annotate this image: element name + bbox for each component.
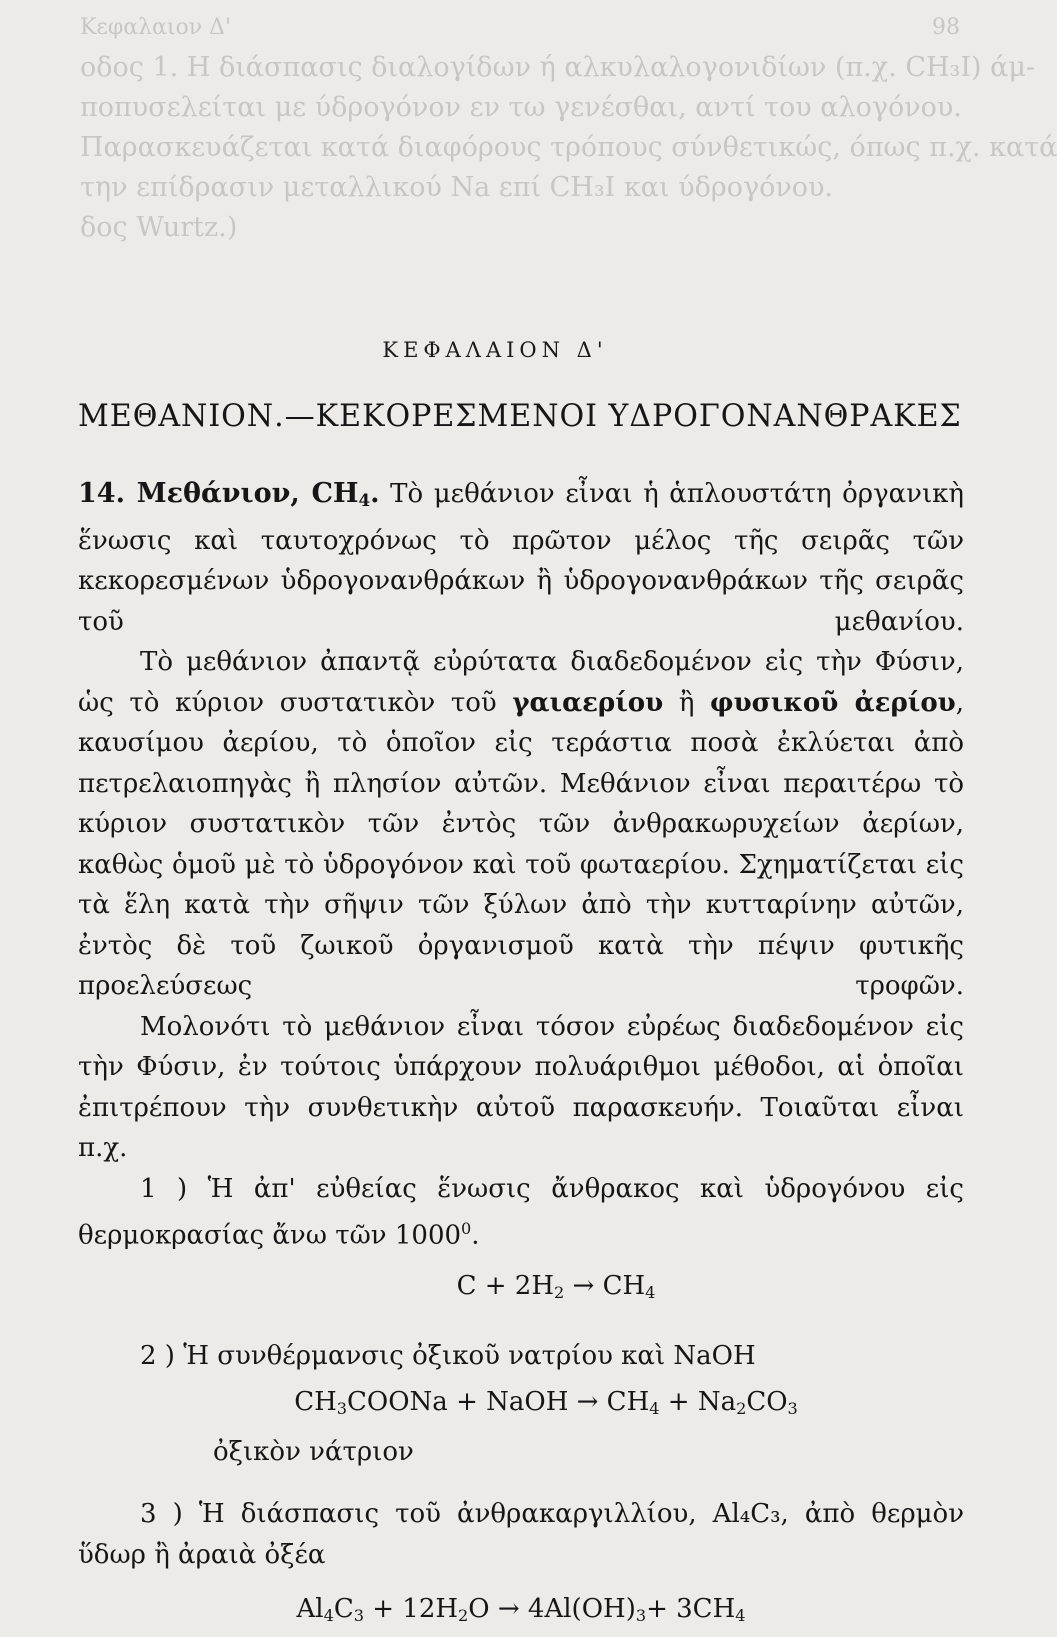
eq1-sub: 2	[554, 1283, 565, 1303]
eq2-sub: 2	[736, 1399, 747, 1419]
eq1-sub: 4	[645, 1283, 656, 1303]
bleed-line: οδος 1. Η διάσπασις διαλογίδων ή αλκυλαλογονιδίων (π.χ. CH₃I) άμ-	[80, 52, 1036, 83]
bleed-through-text	[80, 8, 1057, 243]
eq2-sub: 4	[649, 1399, 660, 1419]
term-natural-gas: φυσικοῦ ἀερίου	[710, 687, 956, 718]
heading-text: 14. Μεθάνιον, CH	[78, 478, 359, 509]
equation-3	[78, 1589, 964, 1637]
equation-1	[78, 1266, 964, 1314]
bleed-header-right: 98	[932, 15, 960, 40]
eq3-part: Al	[296, 1594, 324, 1625]
method-2: 2 ) Ἡ συνθέρμανσις ὀξικοῦ νατρίου καὶ NaOH	[140, 1340, 756, 1371]
eq2-sub: 3	[787, 1399, 798, 1419]
method-3: 3 ) Ἡ διάσπασις τοῦ ἀνθρακαργιλλίου, Al₄C₃, ἀπὸ θερμὸν ὕδωρ ἢ ἀραιὰ ὀξέα	[78, 1499, 964, 1570]
paragraph-occurrence	[78, 642, 964, 1007]
eq1-part: → CH	[564, 1271, 646, 1302]
eq3-sub: 2	[458, 1606, 469, 1626]
heading-tail: .	[370, 478, 380, 509]
bleed-line: δος Wurtz.)	[80, 212, 238, 243]
bleed-line: την επίδρασιν μεταλλικού Na επί CH₃I και ύδρογόνου.	[80, 172, 834, 203]
chapter-title: ΜΕΘΑΝΙΟΝ.—ΚΕΚΟΡΕΣΜΕΝΟΙ ΥΔΡΟΓΟΝΑΝΘΡΑΚΕΣ	[78, 398, 962, 434]
para2-end: , καυσίμου ἀερίου, τὸ ὁποῖον εἰς τεράστια ποσὰ ἐκλύεται ἀπὸ πετρελαιοπηγὰς ἢ πλησίον αὐτῶν. Μεθάνιον εἶναι περαιτέρω τὸ κύριον συστατικὸν τῶν ἐντὸς τῶν ἀνθρακωρυχείων ἀερίων, καθὼς ὁμοῦ μὲ τὸ ὑδρογόνον καὶ τοῦ φωταερίου. Σχηματίζεται εἰς τὰ ἕλη κατὰ τὴν σῆψιν τῶν ξύλων ἀπὸ τὴν κυτταρίνην αὐτῶν, ἐντὸς δὲ τοῦ ζωικοῦ ὀργανισμοῦ κατὰ τὴν πέψιν φυτικῆς προελεύσεως τροφῶν.	[78, 687, 964, 1002]
page-body	[78, 474, 964, 1637]
chapter-label: ΚΕΦΑΛΑΙΟΝ Δ'	[382, 338, 608, 362]
para2-mid: ἢ	[663, 687, 711, 718]
bleed-line: ποπυσελείται με ύδρογόνον εν τω γενέσθαι, αντί του αλογόνου.	[80, 92, 962, 123]
eq3-sub: 4	[323, 1606, 334, 1626]
bleed-header-left: Κεφαλαιον Δ'	[80, 15, 232, 40]
eq3-sub: 3	[353, 1606, 364, 1626]
heading-subscript: 4	[358, 490, 371, 511]
eq2-part: CH	[294, 1387, 337, 1418]
paragraph-synthesis: Μολονότι τὸ μεθάνιον εἶναι τόσον εὐρέως διαδεδομένον εἰς τὴν Φύσιν, ἐν τούτοις ὑπάρχουν πολυάριθμοι μέθοδοι, αἱ ὁποῖαι ἐπιτρέπουν τὴν συνθετικὴν αὐτοῦ παρασκευήν. Τοιαῦται εἶναι π.χ.	[78, 1011, 964, 1164]
eq2-sub: 3	[336, 1399, 348, 1419]
term-gaiaerion: γαιαερίου	[512, 687, 664, 718]
degree-mark: 0	[461, 1219, 472, 1239]
bleed-line: Παρασκευάζεται κατά διαφόρους τρόπους σύνθετικώς, όπως π.χ. κατά	[80, 132, 1057, 163]
eq3-part: C	[333, 1594, 354, 1625]
equation-2-note: ὀξικὸν νάτριον	[213, 1436, 414, 1467]
section-paragraph	[78, 474, 964, 642]
method-1-text: 1 ) Ἡ ἀπ' εὐθείας ἕνωσις ἄνθρακος καὶ ὑδρογόνου εἰς θερμοκρασίας ἄνω τῶν 1000	[78, 1173, 964, 1251]
equation-2	[78, 1382, 964, 1430]
eq2-part: CO	[746, 1387, 788, 1418]
method-1	[78, 1169, 964, 1257]
eq3-sub: 3	[635, 1606, 647, 1626]
eq3-part: + 12H	[363, 1594, 459, 1625]
section-intro: Τὸ μεθάνιον εἶναι ἡ ἁπλουστάτη ὀργανικὴ ἕνωσις καὶ ταυτοχρόνως τὸ πρῶτον μέλος τῆς σειρᾶς τῶν κεκορεσμένων ὑδρογονανθράκων ἢ ὑδρογονανθράκων τῆς σειρᾶς τοῦ μεθανίου.	[78, 479, 964, 637]
para2-start: Τὸ μεθάνιον ἀπαντᾷ εὐρύτατα διαδεδομένον εἰς τὴν Φύσιν, ὡς τὸ κύριον συστατικὸν τοῦ	[78, 647, 964, 718]
eq3-sub: 4	[735, 1606, 746, 1626]
eq2-part: COONa + NaOH → CH	[347, 1387, 650, 1418]
eq3-part: + 3CH	[646, 1594, 736, 1625]
eq1-part: C + 2H	[456, 1271, 555, 1302]
eq3-part: O → 4Al(OH)	[468, 1594, 636, 1625]
method-1-tail: .	[471, 1220, 480, 1251]
section-heading	[78, 478, 380, 509]
eq2-part: + Na	[659, 1387, 737, 1418]
